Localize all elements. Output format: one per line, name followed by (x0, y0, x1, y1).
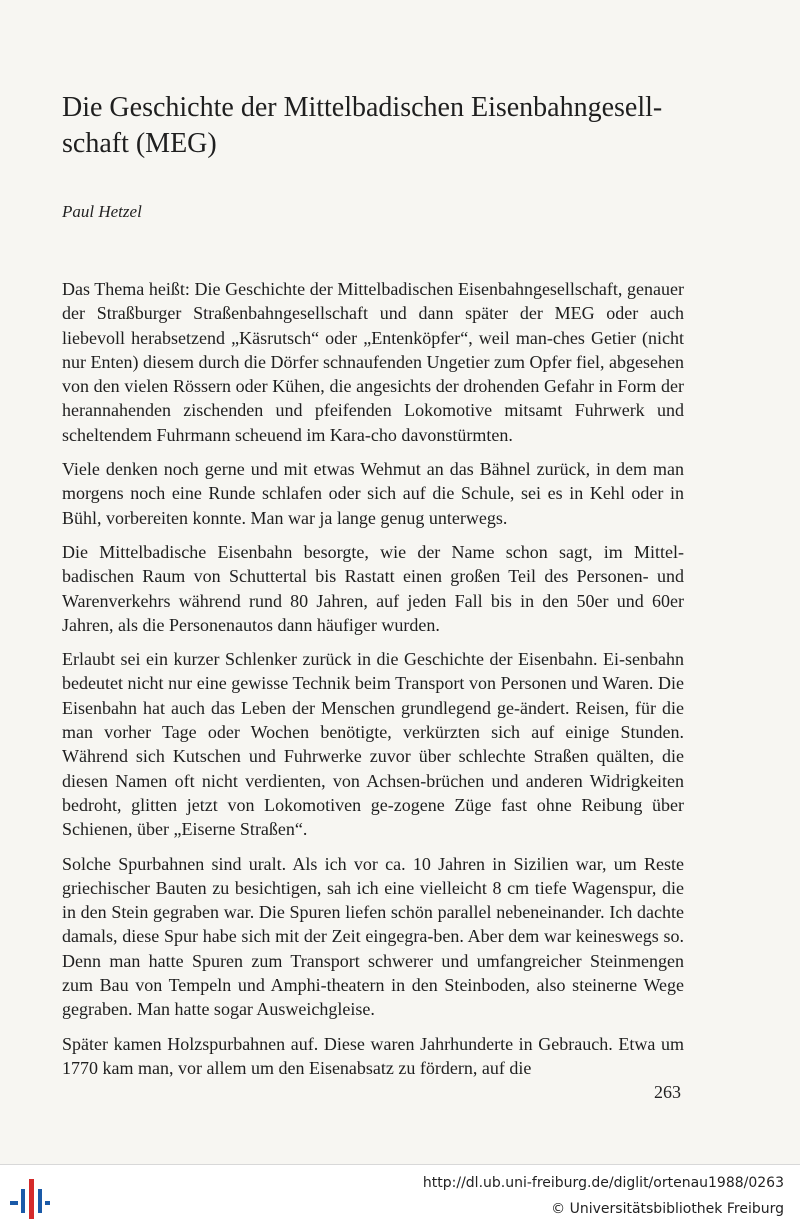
paragraph: Viele denken noch gerne und mit etwas Wehmut an das Bähnel zurück, in dem man morgens noch eine Runde schlafen oder sich auf die Schule, sei es in Kehl oder in Bühl, vorbereiten konnte. Man war ja lange genug unterwegs. (62, 459, 684, 528)
footer-bar (0, 1164, 800, 1225)
article-author: Paul Hetzel (62, 202, 142, 221)
page-number: 263 (654, 1082, 681, 1102)
library-logo-icon[interactable] (10, 1179, 50, 1219)
permalink-link[interactable]: http://dl.ub.uni-freiburg.de/diglit/ortenau1988/0263 (422, 1175, 784, 1191)
logo-bar (10, 1201, 18, 1205)
paragraph: Das Thema heißt: Die Geschichte der Mittelbadischen Eisenbahngesellschaft, genauer der Straßburger Straßenbahngesellschaft und dann später der MEG oder auch liebevoll herabsetzend „Käsrutsch“ oder „Entenköpfer“, weil man-ches Getier (nicht nur Enten) diesem durch die Dörfer schnaufenden Ungetier zum Opfer fiel, abgesehen von den vielen Rössern oder Kühen, die angesichts der drohenden Gefahr in Form der herannahenden zischenden und pfeifenden Lokomotive mitsamt Fuhrwerk und scheltendem Fuhrmann scheuend im Kara-cho davonstürmten. (62, 279, 684, 445)
article-title: Die Geschichte der Mittelbadischen Eisenbahngesell- schaft (MEG) (62, 92, 663, 159)
logo-bar (38, 1189, 42, 1213)
copyright-notice: © Universitätsbibliothek Freiburg (551, 1201, 784, 1217)
paragraph: Die Mittelbadische Eisenbahn besorgte, wie der Name schon sagt, im Mittel-badischen Raum von Schuttertal bis Rastatt einen großen Teil des Personen- und Warenverkehrs während rund 80 Jahren, auf jeden Fall bis in den 50er und 60er Jahren, als die Personenautos dann häufiger wurden. (62, 541, 684, 635)
paragraph: Solche Spurbahnen sind uralt. Als ich vor ca. 10 Jahren in Sizilien war, um Reste griechischer Bauten zu besichtigen, sah ich eine vielleicht 8 cm tiefe Wagenspur, die in den Stein gegraben war. Die Spuren liefen schön parallel nebeneinander. Ich dachte damals, diese Spur habe sich mit der Zeit eingegra-ben. Aber dem war keineswegs so. Denn man hatte Spuren zum Transport schwerer und umfangreicher Steinmengen zum Bau von Tempeln und Amphi-theatern in den Steinboden, also steinerne Wege gegraben. Man hatte sogar Ausweichgleise. (62, 853, 684, 1020)
article-body (62, 277, 684, 1090)
logo-bar (45, 1201, 50, 1205)
logo-bar (29, 1179, 34, 1219)
paragraph: Erlaubt sei ein kurzer Schlenker zurück in die Geschichte der Eisenbahn. Ei-senbahn bedeutet nicht nur eine gewisse Technik beim Transport von Personen und Waren. Die Eisenbahn hat auch das Leben der Menschen grundlegend ge-ändert. Reisen, für die man vorher Tage oder Wochen benötigte, verkürzten sich auf einige Stunden. Während sich Kutschen und Fuhrwerke zuvor über schlechte Straßen quälten, die diesen Namen oft nicht verdienten, von Achsen-brüchen und anderen Widrigkeiten bedroht, glitten jetzt von Lokomotiven ge-zogene Züge fast ohne Reibung über Schienen, über „Eiserne Straßen“. (62, 649, 684, 840)
logo-bar (21, 1189, 25, 1213)
paragraph: Später kamen Holzspurbahnen auf. Diese waren Jahrhunderte in Gebrauch. Etwa um 1770 kam man, vor allem um den Eisenabsatz zu fördern, auf die (62, 1033, 684, 1078)
